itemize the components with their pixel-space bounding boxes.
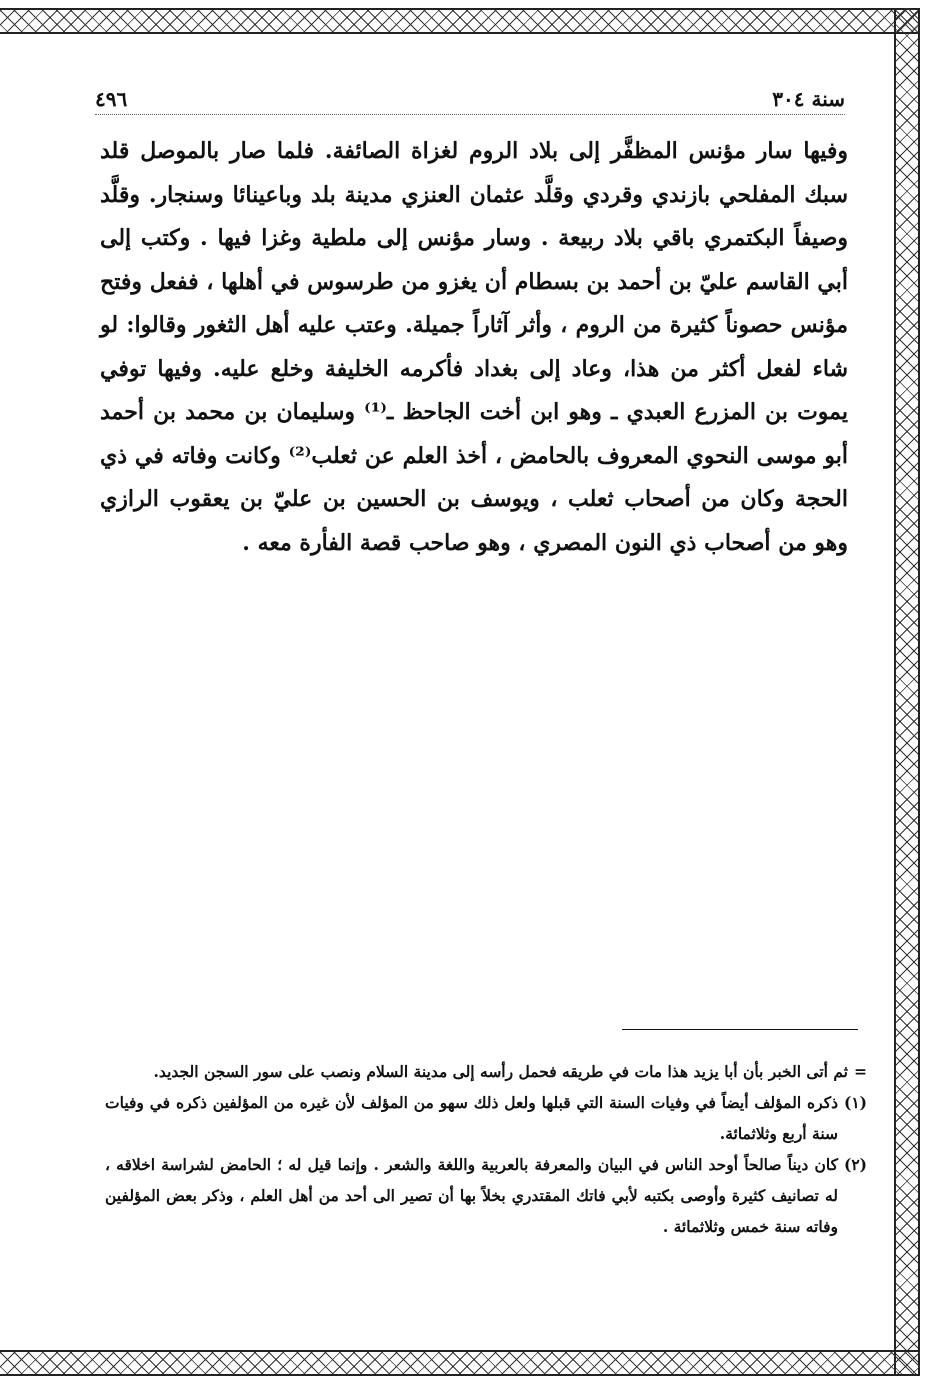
footnote-text: ذكره المؤلف أيضاً في وفيات السنة التي قبلها ولعل ذلك سهو من المؤلف لأن غيره من المؤلفين ذكره في وفيات سنة أربع وثلاثمائة. — [105, 1093, 838, 1143]
footnote-2 — [105, 1149, 867, 1242]
main-paragraph: وفيها سار مؤنس المظفَّر إلى بلاد الروم لغزاة الصائفة. فلما صار بالموصل قلد سبك المفلحي بازندي وقردي وقلَّد عثمان العنزي مدينة بلد وباعينائا وسنجار. وقلَّد وصيفاً البكتمري باقي بلاد ربيعة . وسار مؤنس إلى ملطية وغزا فيها . وكتب إلى أبي القاسم عليّ بن أحمد بن بسطام أن يغزو من طرسوس في أهلها ، ففعل وفتح مؤنس حصوناً كثيرة من الروم ، وأثر آثاراً جميلة. وعتب عليه أهل الثغور وقالوا: لو شاء لفعل أكثر من هذا، وعاد إلى بغداد فأكرمه الخليفة وخلع عليه. وفيها توفي يموت بن المزرع العبدي ـ وهو ابن أخت الجاحظ ـ⁽¹⁾ وسليمان بن محمد بن أحمد أبو موسى النحوي المعروف بالحامض ، أخذ العلم عن ثعلب⁽²⁾ وكانت وفاته في ذي الحجة وكان من أصحاب ثعلب ، ويوسف بن الحسين بن عليّ بن يعقوب الرازي وهو من أصحاب ذي النون المصري ، وهو صاحب قصة الفأرة معه . — [100, 138, 848, 556]
footnote-marker: (١) — [843, 1093, 867, 1112]
footnote-marker: = — [854, 1062, 867, 1081]
decorative-border-bottom — [0, 1350, 920, 1376]
decorative-border-top — [0, 8, 920, 34]
footnote-marker: (٢) — [843, 1155, 867, 1174]
main-text — [100, 130, 848, 565]
footnote-separator — [622, 1029, 858, 1030]
footnotes — [105, 1056, 867, 1242]
footnote-continuation — [105, 1056, 867, 1087]
page-number: ٤٩٦ — [95, 87, 128, 111]
footnote-text: كان ديناً صالحاً أوحد الناس في البيان والمعرفة بالعربية واللغة والشعر . وإنما قيل له ؛ الحامض لشراسة اخلاقه ، له تصانيف كثيرة وأوصى بكتبه لأبي فاتك المقتدري بخلاً بها أن تصير الى أحد من أهل العلم ، وذكر بعض المؤلفين وفاته سنة خمس وثلاثمائة . — [105, 1155, 838, 1236]
decorative-border-right — [894, 8, 920, 1376]
year-label: سنة ٣٠٤ — [772, 87, 845, 111]
footnote-text: ثم أتى الخبر بأن أبا يزيد هذا مات في طريقه فحمل رأسه إلى مدينة السلام ونصب على سور السجن الجديد. — [153, 1062, 848, 1081]
page-header — [95, 84, 845, 115]
footnote-1 — [105, 1087, 867, 1149]
